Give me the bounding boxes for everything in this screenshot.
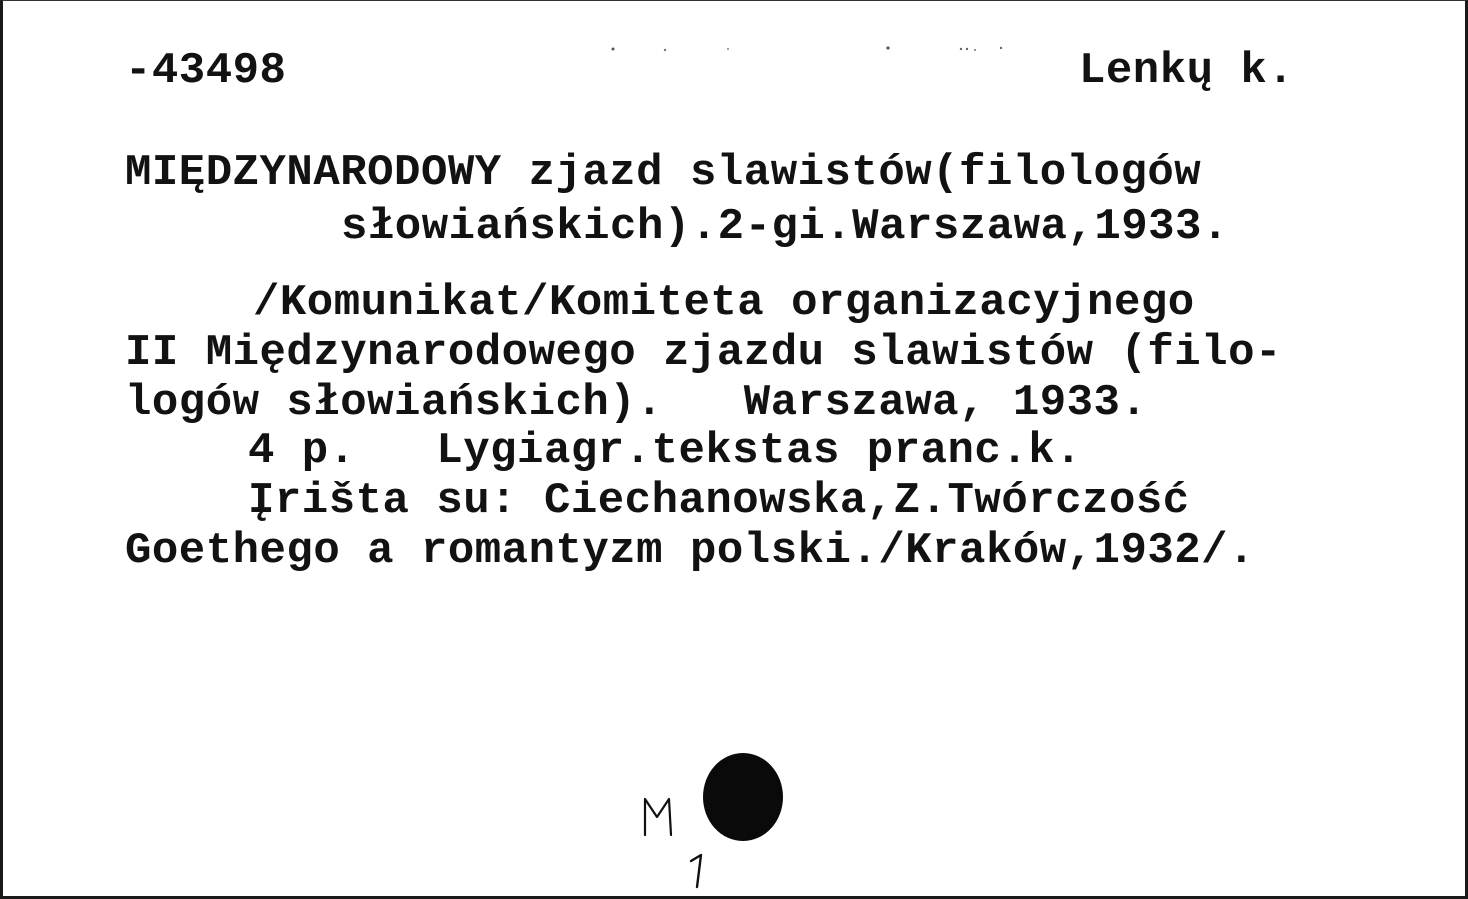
heading-line-1: MIĘDZYNARODOWY zjazd slawistów(filologów [125, 148, 1202, 198]
description-line-3: logów słowiańskich). Warszawa, 1933. [125, 378, 1148, 428]
bound-with-note-1: Įrišta su: Ciechanowska,Z.Twórczość [248, 476, 1190, 526]
handwritten-1 [683, 851, 713, 891]
call-number: -43498 [125, 46, 287, 96]
punched-dot [703, 753, 783, 841]
smudge-marks [603, 45, 1023, 55]
bound-with-note-2: Goethego a romantyzm polski./Kraków,1932/. [125, 526, 1255, 576]
handwritten-m [639, 791, 689, 841]
description-line-1: /Komunikat/Komiteta organizacyjnego [253, 278, 1195, 328]
pages-note: 4 p. Lygiagr.tekstas pranc.k. [248, 426, 1083, 476]
heading-line-2: słowiańskich).2-gi.Warszawa,1933. [341, 202, 1229, 252]
description-line-2: II Międzynarodowego zjazdu slawistów (filo- [125, 328, 1282, 378]
language-note: Lenkų k. [1079, 46, 1295, 96]
